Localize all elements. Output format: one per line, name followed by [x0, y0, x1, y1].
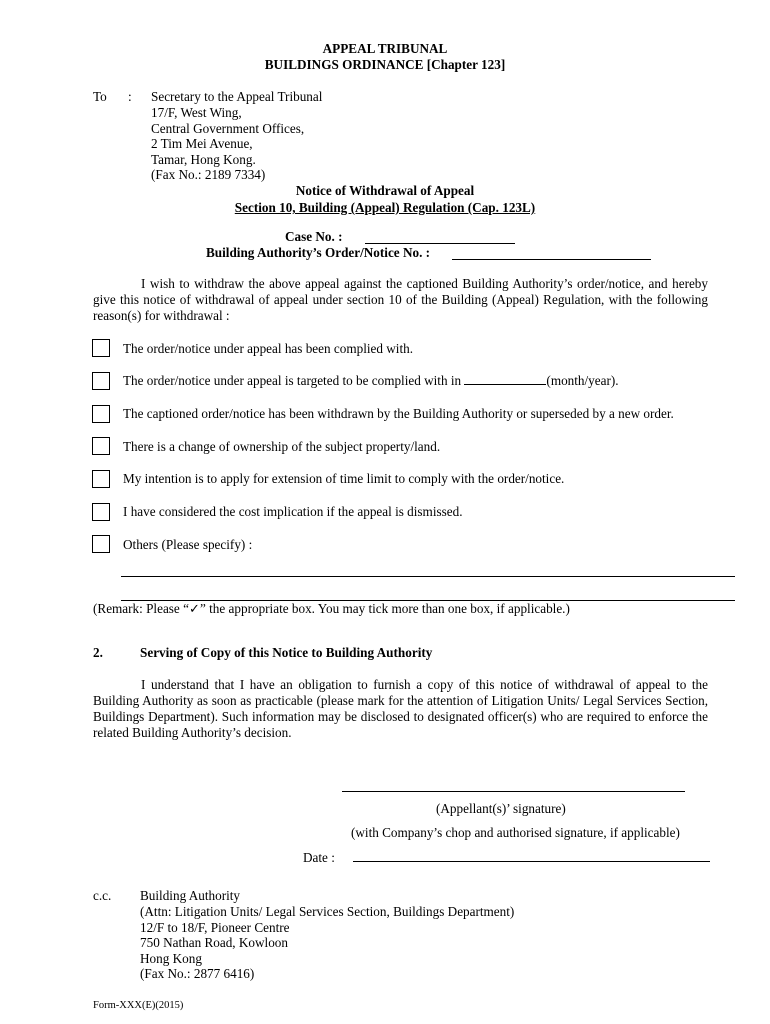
date-label: Date :: [303, 850, 335, 865]
reason-checkbox[interactable]: [92, 405, 110, 423]
month-year-field[interactable]: [464, 384, 546, 385]
to-address-line: Secretary to the Appeal Tribunal: [151, 89, 323, 104]
date-field[interactable]: [353, 861, 710, 862]
reason-label: The order/notice under appeal has been complied with.: [123, 341, 414, 356]
reason-label: There is a change of ownership of the subject property/land.: [123, 439, 441, 454]
to-address-line: Central Government Offices,: [151, 121, 305, 136]
month-year-suffix: (month/year).: [546, 373, 619, 388]
reason-label: [123, 373, 619, 389]
reason-label: Others (Please specify) :: [123, 537, 253, 552]
intro-paragraph: I wish to withdraw the above appeal against the captioned Building Authority’s order/notice, and hereby give this notice of withdrawal of appeal under section 10 of the Building (Appeal) Regulation, with the following reason(s) for withdrawal :: [93, 276, 708, 323]
reason-checkbox[interactable]: [92, 470, 110, 488]
to-address-line: Tamar, Hong Kong.: [151, 152, 256, 167]
section2-body: I understand that I have an obligation to furnish a copy of this notice of withdrawal of appeal to the Building Authority as soon as practicable (please mark for the attention of Litigation Units/ Legal Services Section, Buildings Department). Such information may be disclosed to designated officer(s) who are required to enforce the related Building Authority’s decision.: [93, 677, 708, 740]
to-label: To: [93, 89, 107, 104]
section2-number: 2.: [93, 645, 103, 660]
form-code-footer: Form-XXX(E)(2015): [93, 1000, 184, 1011]
to-address-line: 17/F, West Wing,: [151, 105, 242, 120]
signature-label: (Appellant(s)’ signature): [436, 801, 566, 816]
reason-label-text: The order/notice under appeal is targeted to be complied with in: [123, 373, 462, 388]
case-no-field[interactable]: [365, 243, 515, 244]
cc-address-line: (Attn: Litigation Units/ Legal Services Section, Buildings Department): [140, 904, 515, 919]
reason-checkbox[interactable]: [92, 503, 110, 521]
cc-address-line: 750 Nathan Road, Kowloon: [140, 935, 288, 950]
reason-label: I have considered the cost implication if the appeal is dismissed.: [123, 504, 463, 519]
reason-checkbox[interactable]: [92, 535, 110, 553]
section2-heading: Serving of Copy of this Notice to Building Authority: [140, 645, 433, 660]
reason-label: My intention is to apply for extension of time limit to comply with the order/notice.: [123, 471, 565, 486]
cc-label: c.c.: [93, 888, 112, 903]
reason-label: The captioned order/notice has been withdrawn by the Building Authority or superseded by a new order.: [123, 406, 674, 421]
signature-note: (with Company’s chop and authorised signature, if applicable): [351, 825, 680, 840]
order-no-label: Building Authority’s Order/Notice No. :: [206, 245, 431, 260]
others-specify-line-1[interactable]: [121, 576, 735, 577]
to-colon: :: [128, 89, 132, 104]
to-address-line: (Fax No.: 2189 7334): [151, 167, 266, 182]
form-title: APPEAL TRIBUNAL: [322, 41, 448, 56]
cc-address-line: (Fax No.: 2877 6416): [140, 966, 255, 981]
signature-line[interactable]: [342, 791, 685, 792]
notice-title: Notice of Withdrawal of Appeal: [295, 183, 475, 198]
cc-address-line: Hong Kong: [140, 951, 202, 966]
order-no-field[interactable]: [452, 259, 651, 260]
reason-checkbox[interactable]: [92, 437, 110, 455]
case-no-label: Case No. :: [285, 229, 343, 244]
reason-checkbox[interactable]: [92, 372, 110, 390]
cc-address-line: 12/F to 18/F, Pioneer Centre: [140, 920, 290, 935]
form-subtitle: BUILDINGS ORDINANCE [Chapter 123]: [264, 57, 506, 72]
remark-text: (Remark: Please “✓” the appropriate box. You may tick more than one box, if applicable.): [93, 601, 570, 616]
to-address-line: 2 Tim Mei Avenue,: [151, 136, 253, 151]
reason-checkbox[interactable]: [92, 339, 110, 357]
notice-section: Section 10, Building (Appeal) Regulation (Cap. 123L): [234, 200, 536, 215]
cc-address-line: Building Authority: [140, 888, 241, 903]
